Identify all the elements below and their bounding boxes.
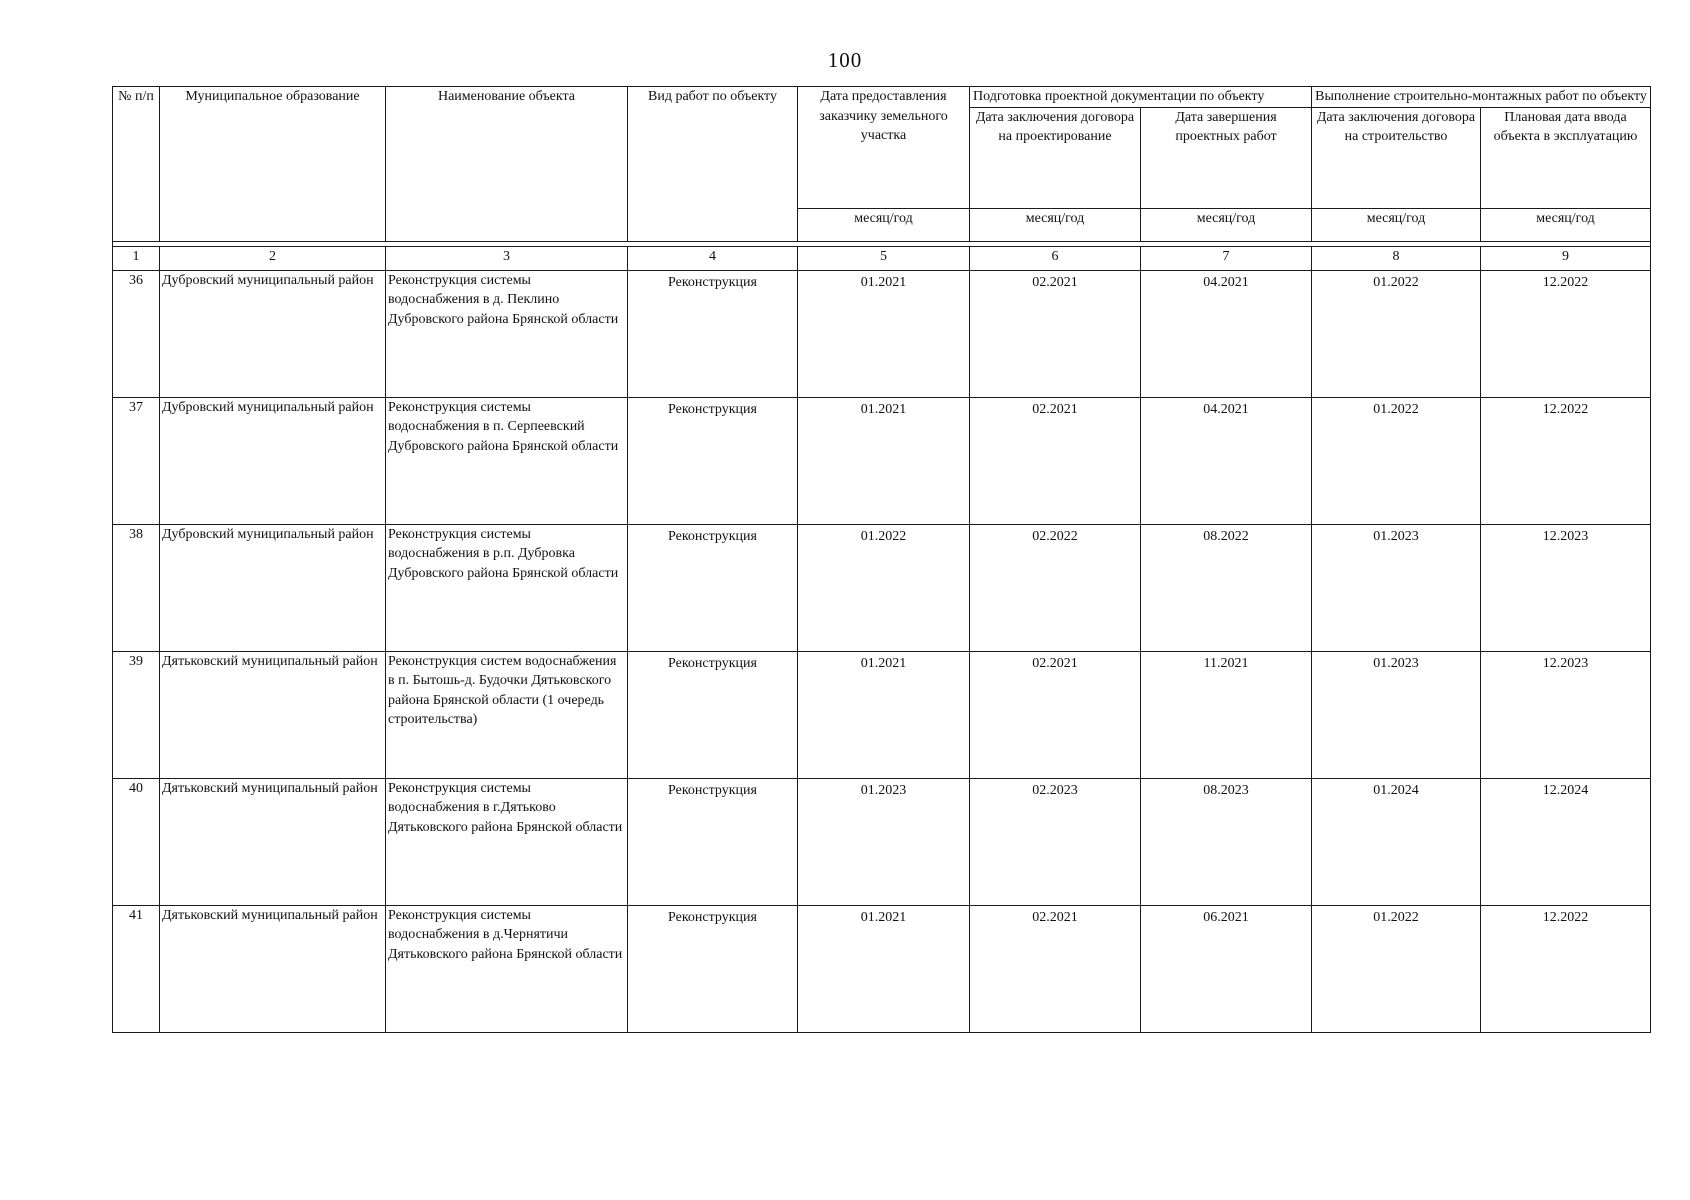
design-contract-cell: 02.2021 — [970, 905, 1141, 1032]
header-commissioning: Плановая дата ввода объекта в эксплуатацию — [1481, 107, 1651, 208]
column-number: 4 — [628, 246, 798, 270]
unit-label: месяц/год — [970, 208, 1141, 241]
municipality-cell: Дубровский муниципальный район — [160, 270, 386, 397]
commissioning-cell: 12.2022 — [1481, 397, 1651, 524]
design-contract-cell: 02.2021 — [970, 397, 1141, 524]
design-completion-cell: 04.2021 — [1141, 397, 1312, 524]
object-name-cell: Реконструкция системы водоснабжения в д.Чернятичи Дятьковского района Брянской области — [386, 905, 628, 1032]
object-name-cell: Реконструкция системы водоснабжения в р.п. Дубровка Дубровского района Брянской области — [386, 524, 628, 651]
projects-table — [112, 86, 1651, 1033]
object-name-cell: Реконструкция систем водоснабжения в п. Бытошь-д. Будочки Дятьковского района Брянской области (1 очередь строительства) — [386, 651, 628, 778]
construction-contract-cell: 01.2022 — [1312, 905, 1481, 1032]
work-type-cell: Реконструкция — [628, 778, 798, 905]
column-number: 6 — [970, 246, 1141, 270]
table-row — [113, 651, 1651, 778]
header-design-contract: Дата заключения договора на проектирование — [970, 107, 1141, 208]
municipality-cell: Дубровский муниципальный район — [160, 397, 386, 524]
column-number: 2 — [160, 246, 386, 270]
municipality-cell: Дубровский муниципальный район — [160, 524, 386, 651]
land-date-cell: 01.2021 — [798, 270, 970, 397]
commissioning-cell: 12.2022 — [1481, 905, 1651, 1032]
design-contract-cell: 02.2021 — [970, 651, 1141, 778]
work-type-cell: Реконструкция — [628, 397, 798, 524]
commissioning-cell: 12.2024 — [1481, 778, 1651, 905]
commissioning-cell: 12.2022 — [1481, 270, 1651, 397]
municipality-cell: Дятьковский муниципальный район — [160, 905, 386, 1032]
row-number: 37 — [113, 397, 160, 524]
row-number: 41 — [113, 905, 160, 1032]
commissioning-cell: 12.2023 — [1481, 651, 1651, 778]
land-date-cell: 01.2021 — [798, 905, 970, 1032]
header-group-construction: Выполнение строительно-монтажных работ по объекту — [1312, 87, 1651, 108]
construction-contract-cell: 01.2023 — [1312, 524, 1481, 651]
table-row — [113, 524, 1651, 651]
column-number: 1 — [113, 246, 160, 270]
column-number: 3 — [386, 246, 628, 270]
object-name-cell: Реконструкция системы водоснабжения в д. Пеклино Дубровского района Брянской области — [386, 270, 628, 397]
header-object-name: Наименование объекта — [386, 87, 628, 242]
unit-label: месяц/год — [798, 208, 970, 241]
land-date-cell: 01.2023 — [798, 778, 970, 905]
table-row — [113, 778, 1651, 905]
land-date-cell: 01.2021 — [798, 651, 970, 778]
table-row — [113, 270, 1651, 397]
column-number-row — [113, 246, 1651, 270]
column-number: 9 — [1481, 246, 1651, 270]
design-contract-cell: 02.2022 — [970, 524, 1141, 651]
design-completion-cell: 08.2023 — [1141, 778, 1312, 905]
design-contract-cell: 02.2021 — [970, 270, 1141, 397]
municipality-cell: Дятьковский муниципальный район — [160, 778, 386, 905]
header-group-design: Подготовка проектной документации по объекту — [970, 87, 1312, 108]
design-completion-cell: 08.2022 — [1141, 524, 1312, 651]
header-number: № п/п — [113, 87, 160, 242]
work-type-cell: Реконструкция — [628, 270, 798, 397]
land-date-cell: 01.2022 — [798, 524, 970, 651]
row-number: 36 — [113, 270, 160, 397]
design-completion-cell: 11.2021 — [1141, 651, 1312, 778]
header-municipality: Муниципальное образование — [160, 87, 386, 242]
municipality-cell: Дятьковский муниципальный район — [160, 651, 386, 778]
unit-label: месяц/год — [1312, 208, 1481, 241]
table-row — [113, 397, 1651, 524]
page-number: 100 — [827, 48, 863, 72]
column-number: 8 — [1312, 246, 1481, 270]
construction-contract-cell: 01.2023 — [1312, 651, 1481, 778]
design-completion-cell: 06.2021 — [1141, 905, 1312, 1032]
column-number: 5 — [798, 246, 970, 270]
design-contract-cell: 02.2023 — [970, 778, 1141, 905]
unit-label: месяц/год — [1481, 208, 1651, 241]
header-construction-contract: Дата заключения договора на строительство — [1312, 107, 1481, 208]
header-row-main — [113, 87, 1651, 108]
unit-label: месяц/год — [1141, 208, 1312, 241]
header-work-type: Вид работ по объекту — [628, 87, 798, 242]
object-name-cell: Реконструкция системы водоснабжения в п. Серпеевский Дубровского района Брянской области — [386, 397, 628, 524]
design-completion-cell: 04.2021 — [1141, 270, 1312, 397]
construction-contract-cell: 01.2022 — [1312, 397, 1481, 524]
land-date-cell: 01.2021 — [798, 397, 970, 524]
table-row — [113, 905, 1651, 1032]
work-type-cell: Реконструкция — [628, 524, 798, 651]
row-number: 38 — [113, 524, 160, 651]
header-land-date: Дата предоставления заказчику земельного участка — [798, 87, 970, 209]
header-design-completion: Дата завершения проектных работ — [1141, 107, 1312, 208]
column-number: 7 — [1141, 246, 1312, 270]
construction-contract-cell: 01.2022 — [1312, 270, 1481, 397]
row-number: 39 — [113, 651, 160, 778]
object-name-cell: Реконструкция системы водоснабжения в г.Дятьково Дятьковского района Брянской области — [386, 778, 628, 905]
work-type-cell: Реконструкция — [628, 651, 798, 778]
construction-contract-cell: 01.2024 — [1312, 778, 1481, 905]
commissioning-cell: 12.2023 — [1481, 524, 1651, 651]
row-number: 40 — [113, 778, 160, 905]
work-type-cell: Реконструкция — [628, 905, 798, 1032]
